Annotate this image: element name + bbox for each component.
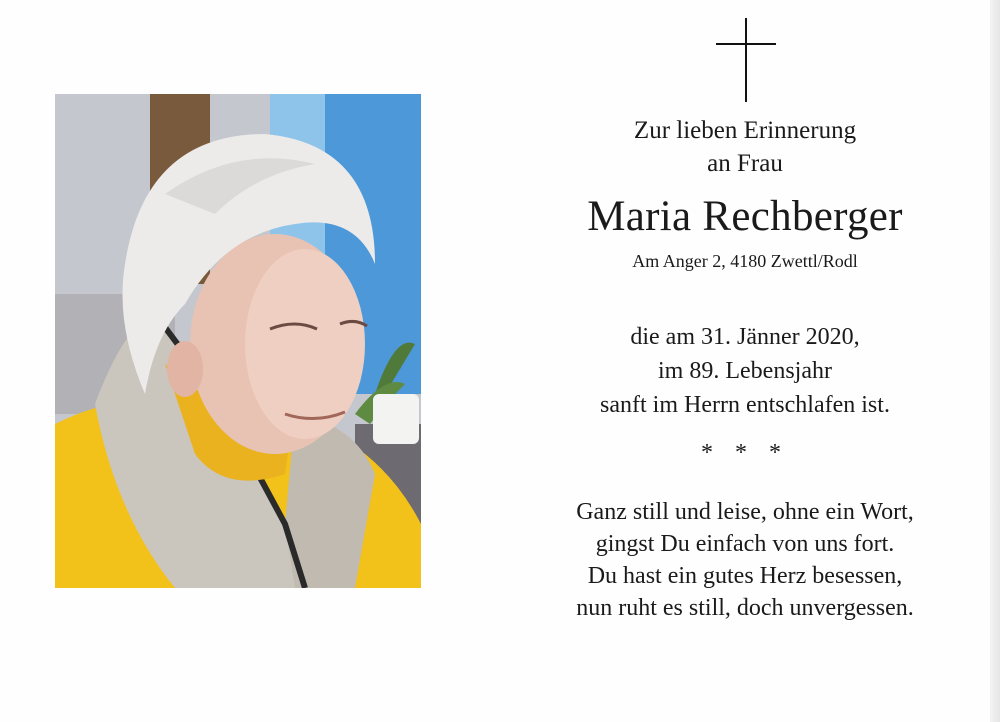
separator: * * *: [701, 440, 789, 466]
cross-icon: [712, 18, 780, 102]
intro-text: [505, 114, 985, 180]
portrait-photo: [55, 94, 421, 588]
death-line: im 89. Lebensjahr: [658, 358, 832, 384]
address: Am Anger 2, 4180 Zwettl/Rodl: [632, 251, 858, 271]
portrait-illustration: [55, 94, 421, 588]
intro-line: an Frau: [707, 150, 783, 177]
death-notice: [505, 320, 985, 422]
poem-line: nun ruht es still, doch unvergessen.: [576, 595, 914, 621]
poem-line: Ganz still und leise, ohne ein Wort,: [576, 499, 914, 525]
death-line: die am 31. Jänner 2020,: [630, 324, 860, 350]
intro-line: Zur lieben Erinnerung: [633, 117, 857, 144]
deceased-name: Maria Rechberger: [587, 193, 903, 240]
poem: [505, 496, 985, 624]
scan-edge: [990, 0, 1000, 722]
poem-line: gingst Du einfach von uns fort.: [595, 531, 895, 557]
poem-line: Du hast ein gutes Herz besessen,: [587, 563, 903, 589]
death-line: sanft im Herrn entschlafen ist.: [600, 392, 890, 418]
